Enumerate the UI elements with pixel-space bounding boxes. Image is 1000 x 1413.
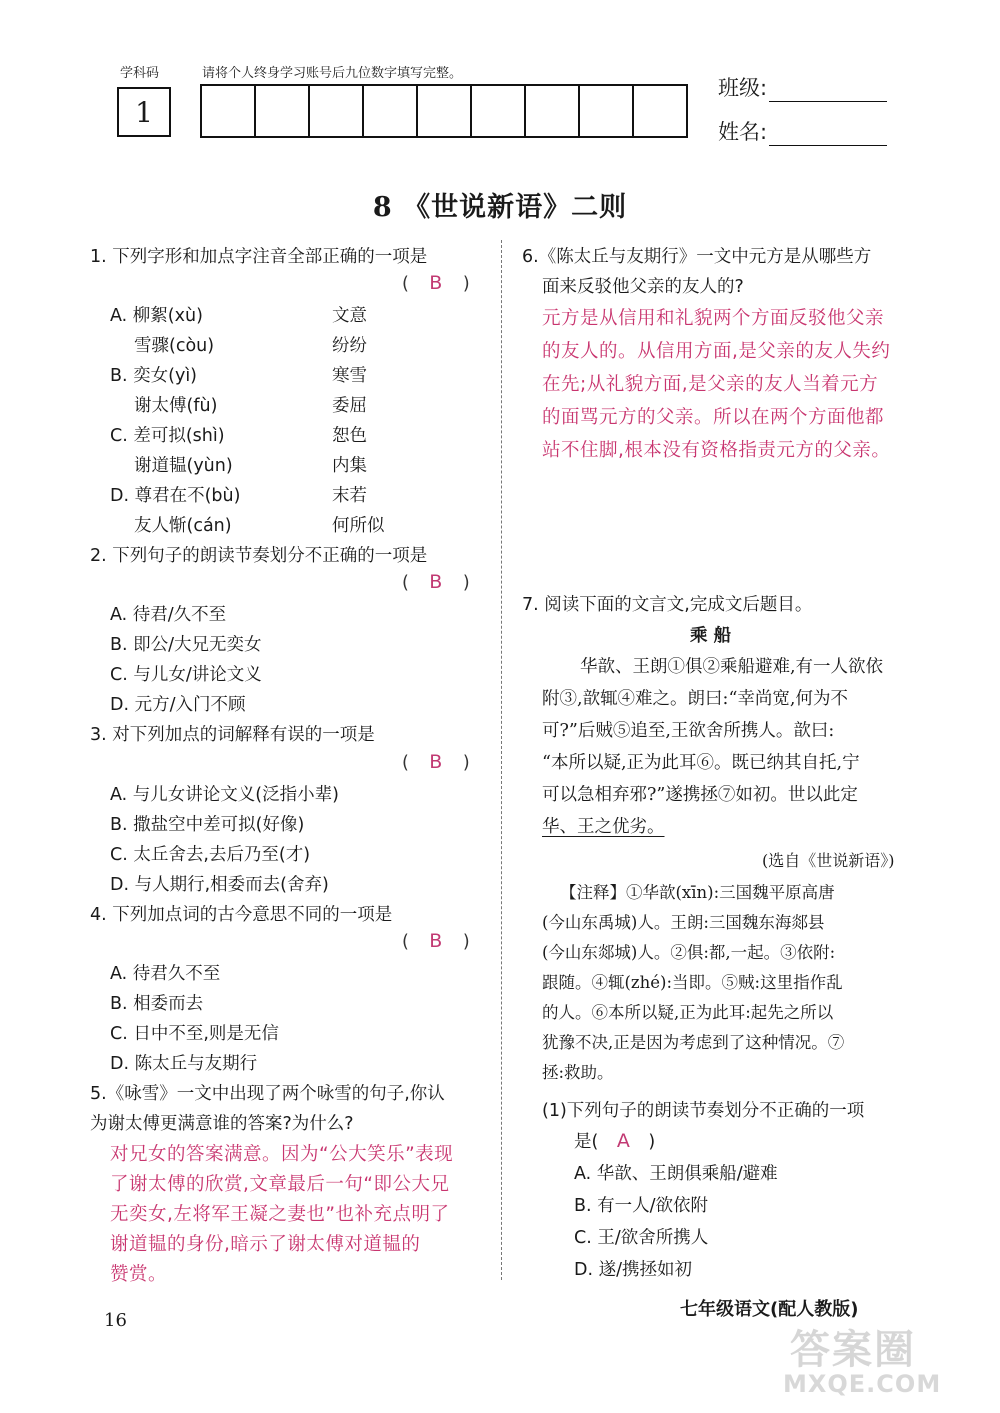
lesson-title: 8 《世说新语》二则 (372, 192, 628, 223)
q1-stem: 1. 下列字形和加点字注音全部正确的一项是 (90, 247, 428, 267)
q4-answer: B (429, 930, 443, 952)
q7-sub1-bracket (574, 1128, 655, 1153)
class-blank[interactable] (769, 81, 887, 102)
q2-answer-bracket: ( B ) (402, 571, 470, 593)
subject-code-label: 学科码 (120, 66, 160, 81)
digit-box[interactable] (634, 86, 686, 136)
q1-option-d-2: 末若 (332, 486, 367, 506)
digit-box[interactable] (364, 86, 418, 136)
q1-option-d-4: 何所似 (332, 516, 385, 536)
q7-stem: 7. 阅读下面的文言文,完成文后题目。 (522, 595, 813, 615)
subject-code-box[interactable]: 1 (117, 87, 171, 137)
q3-option-a: A. 与儿女讲论文义(泛指小辈) (110, 785, 339, 805)
q1-option-d-1: D. 尊君在不(bù) (110, 486, 241, 506)
notes-line-4: 跟随。④辄(zhé):当即。⑤贼:这里指作乱 (542, 973, 843, 992)
passage-line-3: 可?”后贼⑤追至,王欲舍所携人。歆曰: (542, 721, 835, 741)
notes-line-2: (今山东禹城)人。王朗:三国魏东海郯县 (542, 913, 825, 932)
account-instruction: 请将个人终身学习账号后九位数字填写完整。 (202, 66, 463, 81)
q7-sub1-option-d: D. 遂/携拯如初 (574, 1260, 692, 1280)
class-field[interactable] (718, 72, 887, 102)
q1-option-c-2: 恕色 (332, 426, 367, 446)
notes-line-7: 拯:救助。 (542, 1063, 614, 1082)
q3-option-d: D. 与人期行,相委而去(舍弃) (110, 875, 329, 895)
q1-option-b-1: B. 奕女(yì) (110, 366, 198, 386)
q6-answer-line-5: 站不住脚,根本没有资格指责元方的父亲。 (542, 440, 891, 461)
q1-option-a-3: 雪骤(còu) (134, 336, 215, 356)
digit-box[interactable] (202, 86, 256, 136)
watermark-url: MXQE.COM (783, 1370, 942, 1398)
q1-option-c-3: 谢道韫(yùn) (134, 456, 233, 476)
q4-option-c: C. 日中不至,则是无信 (110, 1024, 279, 1044)
q7-sub1-stem-b: 是( (574, 1132, 599, 1152)
name-field[interactable] (718, 116, 887, 146)
q3-answer: B (429, 751, 443, 773)
q5-stem-line-1: 5.《咏雪》一文中出现了两个咏雪的句子,你认 (90, 1084, 445, 1104)
q4-option-b: B. 相委而去 (110, 994, 204, 1014)
q4-stem: 4. 下列加点词的古今意思不同的一项是 (90, 905, 393, 925)
digit-box[interactable] (580, 86, 634, 136)
q3-option-c: C. 太丘舍去,去后乃至(才) (110, 845, 311, 865)
q5-answer-line-1: 对兄女的答案满意。因为“公大笑乐”表现 (110, 1144, 454, 1165)
q2-answer: B (429, 571, 443, 593)
passage-line-2: 附③,歆辄④难之。朗曰:“幸尚宽,何为不 (542, 689, 848, 709)
q1-option-a-1: A. 柳絮(xù) (110, 306, 203, 326)
q1-option-b-4: 委屈 (332, 396, 367, 416)
notes-line-6: 犹豫不决,正是因为考虑到了这种情况。⑦ (542, 1033, 845, 1052)
q7-sub1-option-b: B. 有一人/欲依附 (574, 1196, 709, 1216)
q1-option-b-3: 谢太傅(fù) (134, 396, 218, 416)
q6-answer-line-3: 在先;从礼貌方面,是父亲的友人当着元方 (542, 374, 879, 395)
column-divider (501, 240, 502, 1280)
passage-title: 乘 船 (690, 626, 732, 646)
q3-stem: 3. 对下列加点的词解释有误的一项是 (90, 725, 375, 745)
digit-box[interactable] (418, 86, 472, 136)
q4-option-a: A. 待君久不至 (110, 964, 221, 984)
passage-line-1: 华歆、王朗①俱②乘船避难,有一人欲依 (580, 657, 884, 677)
passage-line-4: “本所以疑,正为此耳⑥。既已纳其自托,宁 (542, 753, 860, 773)
q5-answer-line-4: 谢道韫的身份,暗示了谢太傅对道韫的 (110, 1234, 421, 1255)
q1-option-c-4: 内集 (332, 456, 367, 476)
q5-stem-line-2: 为谢太傅更满意谁的答案?为什么? (90, 1114, 354, 1134)
digit-box[interactable] (472, 86, 526, 136)
q6-answer-line-4: 的面骂元方的父亲。所以在两个方面他都 (542, 407, 885, 428)
q1-option-a-4: 纷纷 (332, 336, 367, 356)
notes-line-3: (今山东郯城)人。②俱:都,一起。③依附: (542, 943, 836, 962)
q2-option-a: A. 待君/久不至 (110, 605, 227, 625)
q1-option-b-2: 寒雪 (332, 366, 367, 386)
q7-sub1-option-a: A. 华歆、王朗俱乘船/避难 (574, 1164, 778, 1184)
q6-answer-line-1: 元方是从信用和礼貌两个方面反驳他父亲 (542, 308, 885, 329)
q2-stem: 2. 下列句子的朗读节奏划分不正确的一项是 (90, 546, 428, 566)
q5-answer-line-2: 了谢太傅的欣赏,文章最后一句“即公大兄 (110, 1174, 450, 1195)
watermark-logo: 答案圈 (790, 1327, 916, 1373)
page-number: 16 (104, 1310, 127, 1331)
account-digit-boxes[interactable] (200, 84, 688, 138)
class-label: 班级: (718, 76, 768, 100)
q1-option-a-2: 文意 (332, 306, 367, 326)
q7-sub1-answer: A (616, 1130, 630, 1152)
notes-line-5: 的人。⑥本所以疑,正为此耳:起先之所以 (542, 1003, 834, 1022)
q7-sub1-stem-c: ) (648, 1132, 656, 1152)
q6-stem-line-1: 6.《陈太丘与友期行》一文中元方是从哪些方 (522, 247, 872, 267)
digit-box[interactable] (310, 86, 364, 136)
q2-option-c: C. 与儿女/讲论文义 (110, 665, 262, 685)
passage-line-5: 可以急相弃邪?”遂携拯⑦如初。世以此定 (542, 785, 858, 805)
digit-box[interactable] (526, 86, 580, 136)
passage-source: (选自《世说新语》) (762, 851, 895, 870)
notes-line-1: 【注释】①华歆(xīn):三国魏平原高唐 (560, 883, 835, 902)
q7-sub1-stem: (1)下列句子的朗读节奏划分不正确的一项 (542, 1101, 865, 1121)
q1-answer: B (429, 272, 443, 294)
q3-option-b: B. 撒盐空中差可拟(好像) (110, 815, 305, 835)
passage-line-6: 华、王之优劣。 (542, 817, 665, 837)
q7-sub1-option-c: C. 王/欲舍所携人 (574, 1228, 709, 1248)
q1-answer-bracket: ( B ) (402, 272, 470, 294)
book-title: 七年级语文(配人教版) (680, 1299, 859, 1320)
q5-answer-line-5: 赞赏。 (110, 1264, 168, 1285)
q4-option-d: D. 陈太丘与友期行 (110, 1054, 258, 1074)
name-label: 姓名: (718, 120, 768, 144)
q3-answer-bracket: ( B ) (402, 751, 470, 773)
q1-option-c-1: C. 差可拟(shì) (110, 426, 225, 446)
q1-option-d-3: 友人惭(cán) (134, 516, 232, 536)
q4-answer-bracket: ( B ) (402, 930, 470, 952)
q2-option-b: B. 即公/大兄无奕女 (110, 635, 262, 655)
digit-box[interactable] (256, 86, 310, 136)
name-blank[interactable] (769, 125, 887, 146)
q5-answer-line-3: 无奕女,左将军王凝之妻也”也补充点明了 (110, 1204, 450, 1225)
q2-option-d: D. 元方/入门不顾 (110, 695, 246, 715)
q6-stem-line-2: 面来反驳他父亲的友人的? (542, 277, 744, 297)
q6-answer-line-2: 的友人的。从信用方面,是父亲的友人失约 (542, 341, 891, 362)
